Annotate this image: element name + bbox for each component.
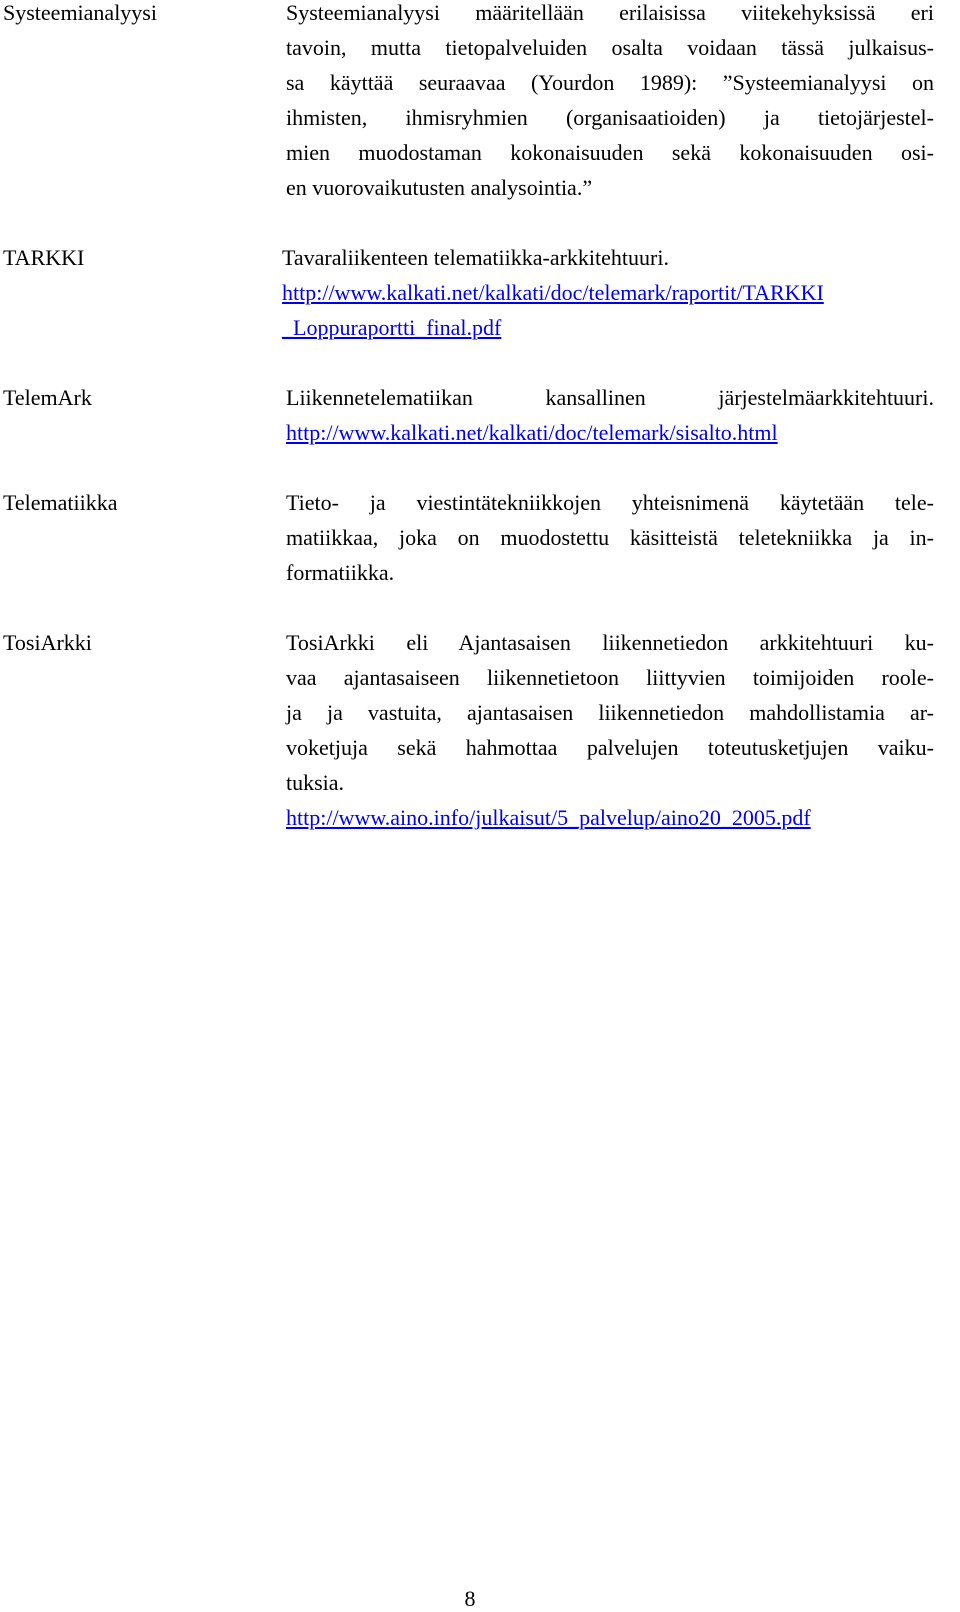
page-number: 8	[464, 1586, 476, 1611]
definition-line: tuksia.	[286, 770, 345, 795]
definition-tarkki	[282, 240, 938, 345]
definition-line: voketjuja sekä hahmottaa palvelujen toteutusketjujen vaiku-	[286, 735, 934, 760]
definition-telemark	[286, 380, 934, 450]
definition-line: tavoin, mutta tietopalveluiden osalta voidaan tässä julkaisus-	[286, 35, 934, 60]
definition-line: Tavaraliikenteen telematiikka-arkkitehtuuri.	[282, 245, 669, 270]
definition-line: Liikennetelematiikan kansallinen järjestelmäarkkitehtuuri.	[286, 385, 934, 410]
tarkki-report-link-continued[interactable]: _Loppuraportti_final.pdf	[282, 315, 502, 340]
telemark-link[interactable]: http://www.kalkati.net/kalkati/doc/telemark/sisalto.html	[286, 420, 778, 445]
definition-line: mien muodostaman kokonaisuuden sekä kokonaisuuden osi-	[286, 140, 934, 165]
definition-line: matiikkaa, joka on muodostettu käsitteistä teletekniikka ja in-	[286, 525, 934, 550]
term-telemark: TelemArk	[3, 385, 92, 410]
tosiarkki-link[interactable]: http://www.aino.info/julkaisut/5_palvelup/aino20_2005.pdf	[286, 805, 811, 830]
definition-line: ihmisten, ihmisryhmien (organisaatioiden) ja tietojärjestel-	[286, 105, 934, 130]
definition-systeemianalyysi	[286, 0, 934, 205]
definition-tosiarkki	[286, 625, 934, 835]
term-tosiarkki: TosiArkki	[3, 630, 92, 655]
definition-line: TosiArkki eli Ajantasaisen liikennetiedon arkkitehtuuri ku-	[286, 630, 934, 655]
definition-telematiikka	[286, 485, 934, 590]
definition-line: Tieto- ja viestintätekniikkojen yhteisnimenä käytetään tele-	[286, 490, 934, 515]
term-systeemianalyysi: Systeemianalyysi	[3, 0, 157, 25]
definition-line: ja ja vastuita, ajantasaisen liikennetiedon mahdollistamia ar-	[286, 700, 934, 725]
tarkki-report-link[interactable]: http://www.kalkati.net/kalkati/doc/telemark/raportit/TARKKI	[282, 280, 824, 305]
definition-line: en vuorovaikutusten analysointia.”	[286, 175, 593, 200]
term-telematiikka: Telematiikka	[3, 490, 118, 515]
term-tarkki: TARKKI	[3, 245, 85, 270]
definition-line: formatiikka.	[286, 560, 395, 585]
definition-line: Systeemianalyysi määritellään erilaisissa viitekehyksissä eri	[286, 0, 934, 25]
definition-line: vaa ajantasaiseen liikennetietoon liittyvien toimijoiden roole-	[286, 665, 934, 690]
definition-line: sa käyttää seuraavaa (Yourdon 1989): ”Systeemianalyysi on	[286, 70, 934, 95]
